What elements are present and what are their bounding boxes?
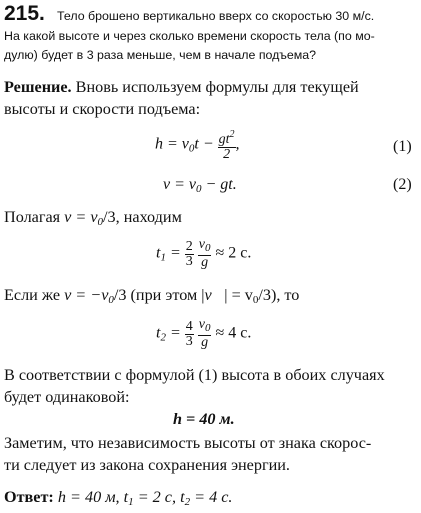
t2-fraction-1: $\frac{4}{3}$ (185, 318, 193, 349)
t1-fraction-2: $\frac{v_0}{g}$ (198, 237, 211, 270)
equation-1 (155, 128, 240, 162)
t1-formula: $t_1$ = $\frac{2}{3}$ $\frac{v_0}{g}$ ≈ 2 с. (156, 237, 252, 270)
conclusion-line-1: В соответствии с формулой (1) высота в обоих случаях (4, 366, 385, 384)
note-line-2: ти следует из закона сохранения энергии. (4, 456, 290, 474)
height-result: h = 40 м. (173, 410, 235, 428)
t1-fraction-1: $\frac{2}{3}$ (185, 238, 193, 269)
eq1-fraction: $\frac{gt^2}{2}$ (218, 129, 235, 162)
equation-1-number: (1) (393, 138, 412, 155)
eq1-sub: 0 (188, 142, 195, 155)
solution-label: Решение. (4, 78, 72, 96)
equation-2-number: (2) (393, 176, 412, 193)
condition-1-line: Полагая $v = v_0/3$, находим (4, 208, 182, 228)
eq1-tail: , (235, 135, 240, 153)
conclusion-line-2: будет одинаковой: (4, 388, 130, 406)
t2-formula: $t_2$ = $\frac{4}{3}$ $\frac{v_0}{g}$ ≈ 4 с. (156, 317, 252, 350)
eq1-mid: t − (194, 135, 214, 153)
problem-line-2: На какой высоте и через сколько времени скорость тела (по мо- (4, 29, 375, 43)
solution-intro-text: Вновь используем формулы для текущей (71, 78, 359, 96)
condition-2-line: Если же $v = -v_0/3$ (при этом |v⃗| = $v_0/3$), то (4, 286, 300, 306)
eq1-lhs: h = v (155, 135, 189, 153)
solution-intro-line-1 (4, 76, 359, 98)
answer-label: Ответ: (4, 488, 54, 506)
t2-fraction-2: $\frac{v_0}{g}$ (198, 317, 211, 350)
solution-intro-line-2: высоты и скорости подъема: (4, 100, 201, 118)
note-line-1: Заметим, что независимость высоты от знака скорос- (4, 434, 372, 452)
problem-number: 215. (4, 2, 45, 25)
equation-2: $v = v_0$ − gt. (163, 176, 237, 195)
problem-line-3: дулю) будет в 3 раза меньше, чем в начале подъема? (4, 48, 317, 62)
problem-line-1: Тело брошено вертикально вверх со скоростью 30 м/с. (57, 9, 375, 23)
answer-line: Ответ: h = 40 м, $t_1 = 2$ с, $t_2 = 4$ с. (4, 488, 233, 508)
